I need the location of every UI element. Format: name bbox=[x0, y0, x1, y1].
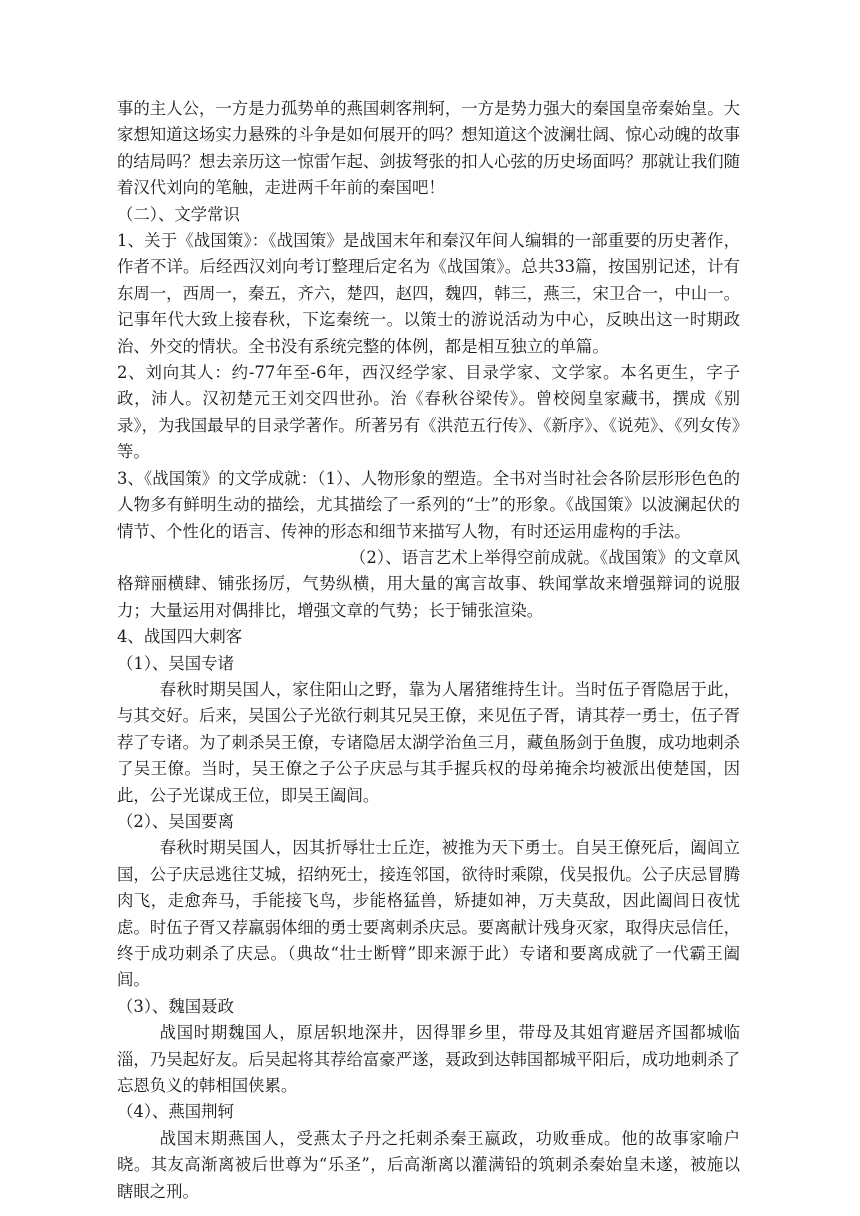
item-four-assassins-heading: 4、战国四大刺客 bbox=[117, 627, 243, 647]
item-language-art: （2）、语言艺术上举得空前成就。《战国策》的文章风格辩丽横肆、铺张扬厉，气势纵横，用大量的寓言故事、轶闻掌故来增强辩词的说服力；大量运用对偶排比，增强文章的气势；长于铺张渲染。 bbox=[117, 547, 740, 620]
item-zhanguoce: 1、关于《战国策》：《战国策》是战国末年和秦汉年间人编辑的一部重要的历史著作，作者不详。后经西汉刘向考订整理后定名为《战国策》。总共33篇，按国别记述，计有东周一，西周一，秦五，齐六，楚四，赵四，魏四，韩三，燕三，宋卫合一，中山一。记事年代大致上接春秋，下迄秦统一。以策士的游说活动为中心，反映出这一时期政治、外交的情状。全书没有系统完整的体例，都是相互独立的单篇。 bbox=[117, 231, 740, 356]
assassin-title-zhuanzhu: （1）、吴国专诸 bbox=[117, 653, 234, 673]
assassin-text-yaoli: 春秋时期吴国人，因其折辱壮士丘迮，被推为天下勇士。自吴王僚死后，阖闾立国，公子庆忌逃往艾城，招纳死士，接连邻国，欲待时乘隙，伐吴报仇。公子庆忌冒腾肉飞，走愈奔马，手能接飞鸟，步能格猛兽，矫捷如神，万夫莫敌，因此阖闾日夜忧虑。时伍子胥又荐羸弱体细的勇士要离刺杀庆忌。要离献计残身灭家，取得庆忌信任，终于成功刺杀了庆忌。（典故“壮士断臂”即来源于此）专诸和要离成就了一代霸王阖闾。 bbox=[117, 838, 740, 990]
item-liuxiang: 2、刘向其人：约-77年至-6年，西汉经学家、目录学家、文学家。本名更生，字子政，沛人。汉初楚元王刘交四世孙。治《春秋谷梁传》。曾校阅皇家藏书，撰成《别录》，为我国最早的目录学著作。所著另有《洪范五行传》、《新序》、《说苑》、《列女传》等。 bbox=[117, 363, 740, 462]
assassin-title-niezheng: （3）、魏国聂政 bbox=[117, 996, 234, 1016]
section-heading-literary-knowledge: （二）、文学常识 bbox=[117, 204, 240, 224]
intro-paragraph: 事的主人公，一方是力孤势单的燕国刺客荆轲，一方是势力强大的秦国皇帝秦始皇。大家想知道这场实力悬殊的斗争是如何展开的吗？想知道这个波澜壮阔、惊心动魄的故事的结局吗？想去亲历这一惊雷乍起、剑拔弩张的扣人心弦的历史场面吗？那就让我们随着汉代刘向的笔触，走进两千年前的秦国吧！ bbox=[117, 99, 740, 198]
assassin-text-niezheng: 战国时期魏国人，原居轵地深井，因得罪乡里，带母及其姐宵避居齐国都城临淄，乃吴起好友。后吴起将其荐给富豪严遂，聂政到达韩国都城平阳后，成功地刺杀了忘恩负义的韩相国侠累。 bbox=[117, 1023, 740, 1096]
assassin-text-jingke: 战国末期燕国人，受燕太子丹之托刺杀秦王嬴政，功败垂成。他的故事家喻户晓。其友高渐离被后世尊为“乐圣”，后高渐离以灌满铅的筑刺杀秦始皇未遂，被施以瞎眼之刑。 bbox=[117, 1128, 740, 1201]
item-literary-achievement: 3、《战国策》的文学成就：（1）、人物形象的塑造。全书对当时社会各阶层形形色色的人物多有鲜明生动的描绘，尤其描绘了一系列的“士”的形象。《战国策》以波澜起伏的情节、个性化的语言、传神的形态和细节来描写人物，有时还运用虚构的手法。 bbox=[117, 468, 740, 541]
assassin-text-zhuanzhu: 春秋时期吴国人，家住阳山之野，靠为人屠猪维持生计。当时伍子胥隐居于此，与其交好。后来，吴国公子光欲行刺其兄吴王僚，来见伍子胥，请其荐一勇士，伍子胥荐了专诸。为了刺杀吴王僚，专诸隐居太湖学治鱼三月，藏鱼肠剑于鱼腹，成功地刺杀了吴王僚。当时，吴王僚之子公子庆忌与其手握兵权的母弟掩余均被派出使楚国，因此，公子光谋成王位，即吴王阖闾。 bbox=[117, 679, 740, 805]
assassin-title-jingke: （4）、燕国荆轲 bbox=[117, 1102, 234, 1122]
assassin-title-yaoli: （2）、吴国要离 bbox=[117, 811, 234, 831]
